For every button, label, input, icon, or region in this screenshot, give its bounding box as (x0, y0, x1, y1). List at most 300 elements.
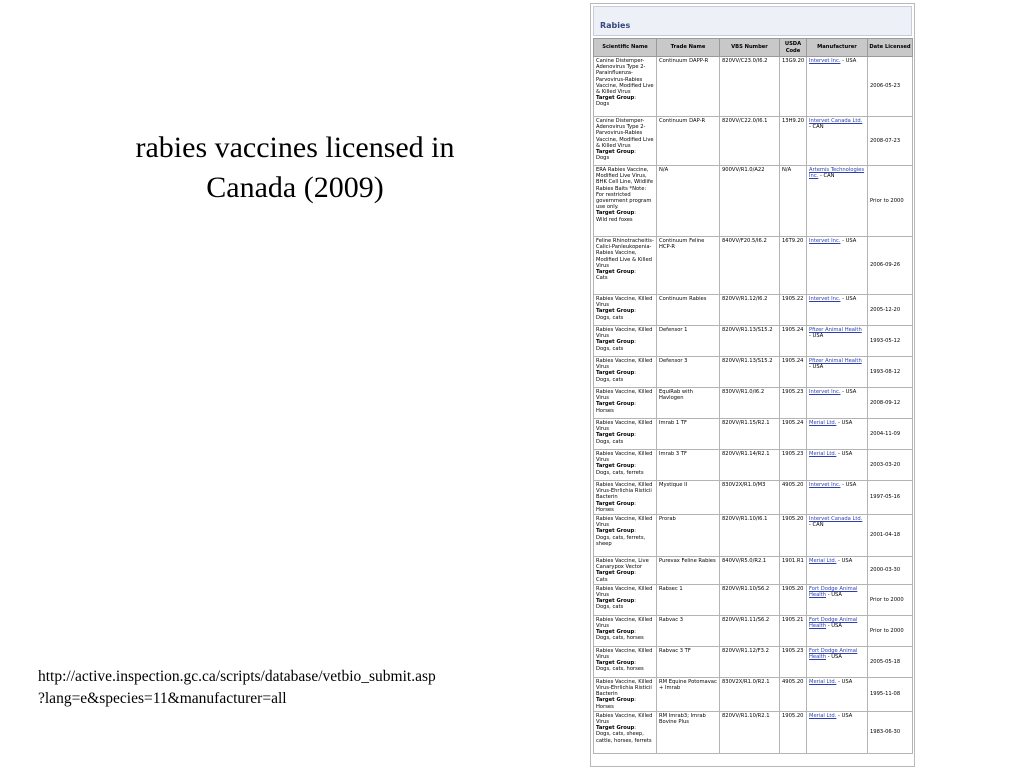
scientific-name: Feline Rhinotracheitis-Calici-Panleukopenia-Rabies Vaccine, Modified Live & Killed Virus (596, 238, 654, 269)
cell-date-licensed (868, 557, 913, 585)
cell-usda-code (780, 646, 807, 677)
vbs-number: 820VV/R1.11/S6.2 (722, 616, 770, 623)
cell-date-licensed (868, 646, 913, 677)
manufacturer-country: USA (831, 623, 842, 630)
cell-usda-code (780, 419, 807, 450)
usda-code: 1905.20 (782, 712, 804, 719)
cell-manufacturer: Intervet Inc. - USA (807, 295, 868, 326)
cell-vbs-number (720, 419, 780, 450)
manufacturer-link[interactable]: Intervet Canada Ltd. (809, 516, 863, 523)
source-url-line1: http://active.inspection.gc.ca/scripts/database/vetbio_submit.asp (38, 668, 436, 685)
target-group-label: Target Group (596, 401, 635, 408)
vbs-number: 820VV/R1.10/S6.2 (722, 585, 770, 592)
cell-manufacturer: Pfizer Animal Health - USA (807, 357, 868, 388)
slide-title (40, 128, 550, 208)
target-group-label: Target Group (596, 308, 635, 315)
manufacturer-country: USA (845, 482, 857, 488)
vbs-number: 820VV/R1.14/R2.1 (722, 451, 770, 457)
cell-scientific-name: Rabies Vaccine, Killed Virus-Ehrlichia Risticii Bacterin Target Group: Horses (594, 481, 657, 515)
vbs-number: 820VV/R1.13/S15.2 (722, 358, 773, 364)
table-row (594, 557, 913, 585)
table-row (594, 711, 913, 753)
table-header-row (594, 39, 913, 57)
usda-code: 1905.23 (782, 647, 804, 654)
cell-trade-name (657, 557, 720, 585)
target-group-label: Target Group (596, 339, 635, 346)
cell-manufacturer: Intervet Canada Ltd. - CAN (807, 515, 868, 557)
cell-trade-name (657, 711, 720, 753)
cell-date-licensed (868, 326, 913, 357)
col-header-usda-code: USDA Code (780, 39, 807, 57)
manufacturer-link[interactable]: Merial Ltd. (809, 420, 837, 426)
target-group-label: Target Group (596, 725, 635, 732)
trade-name: Purevax Feline Rabies (659, 558, 716, 565)
manufacturer-link[interactable]: Pfizer Animal Health (809, 327, 862, 333)
table-row (594, 515, 913, 557)
cell-usda-code (780, 166, 807, 237)
cell-trade-name (657, 295, 720, 326)
date-licensed: Prior to 2000 (870, 627, 904, 634)
vbs-number: 820VV/R1.10/I6.1 (722, 516, 768, 523)
target-group-value: Cats (596, 275, 608, 282)
table-row (594, 357, 913, 388)
scientific-name: ERA Rabies Vaccine, Modified Live Virus, BHK Cell Line, Wildlife Rabies Baits *Note: For restricted government program use only. (596, 167, 654, 211)
cell-vbs-number (720, 388, 780, 419)
cell-manufacturer: Fort Dodge Animal Health - USA (807, 584, 868, 615)
cell-vbs-number (720, 677, 780, 711)
table-row (594, 584, 913, 615)
manufacturer-link[interactable]: Fort Dodge Animal Health (809, 616, 858, 630)
date-licensed: 2006-09-26 (870, 262, 901, 269)
manufacturer-country: USA (841, 712, 853, 719)
cell-usda-code (780, 295, 807, 326)
manufacturer-link[interactable]: Merial Ltd. (809, 712, 837, 719)
cell-manufacturer: Intervet Inc. - USA (807, 388, 868, 419)
cell-trade-name (657, 117, 720, 166)
manufacturer-link[interactable]: Pfizer Animal Health (809, 358, 862, 364)
target-group-label: Target Group (596, 95, 635, 102)
cell-date-licensed (868, 481, 913, 515)
cell-usda-code (780, 677, 807, 711)
manufacturer-country: USA (841, 678, 853, 685)
vbs-number: 820VV/C22.0/I6.1 (722, 118, 768, 124)
date-licensed: 1993-08-12 (870, 368, 901, 375)
vaccine-table-panel (590, 3, 915, 767)
scientific-name: Rabies Vaccine, Killed Virus (596, 616, 653, 630)
manufacturer-country: USA (841, 451, 853, 457)
cell-vbs-number (720, 357, 780, 388)
scientific-name: Canine Distemper-Adenovirus Type 2-Parvovirus-Rabies Vaccine, Modified Live & Killed Virus (596, 118, 654, 149)
manufacturer-country: USA (845, 296, 857, 302)
date-licensed: 1993-05-12 (870, 337, 901, 344)
scientific-name: Rabies Vaccine, Killed Virus-Ehrlichia Risticii Bacterin (596, 482, 653, 501)
cell-scientific-name: Rabies Vaccine, Killed Virus Target Group: Dogs, cats (594, 295, 657, 326)
cell-scientific-name: Rabies Vaccine, Killed Virus Target Group: Dogs, cats, ferrets (594, 450, 657, 481)
scientific-name: Rabies Vaccine, Killed Virus (596, 389, 653, 402)
cell-scientific-name: Rabies Vaccine, Killed Virus-Ehrlichia Risticii Bacterin Target Group: Horses (594, 677, 657, 711)
vbs-number: 830V2X/R1.0/M3 (722, 482, 766, 488)
date-licensed: Prior to 2000 (870, 596, 904, 603)
cell-date-licensed (868, 295, 913, 326)
cell-scientific-name: Feline Rhinotracheitis-Calici-Panleukopenia-Rabies Vaccine, Modified Live & Killed Virus Target Group: Cats (594, 237, 657, 295)
target-group-value: Dogs (596, 155, 610, 162)
table-row (594, 117, 913, 166)
cell-usda-code (780, 615, 807, 646)
cell-vbs-number (720, 166, 780, 237)
vbs-number: 820VV/R1.10/R2.1 (722, 712, 770, 719)
target-group-label: Target Group (596, 598, 635, 605)
target-group-value: Dogs, cats, ferrets (596, 469, 644, 476)
target-group-label: Target Group (596, 210, 635, 217)
usda-code: 1905.24 (782, 327, 804, 333)
cell-date-licensed (868, 419, 913, 450)
manufacturer-country: USA (845, 58, 857, 64)
target-group-label: Target Group (596, 432, 635, 439)
source-url-line2: ?lang=e&species=11&manufacturer=all (38, 690, 287, 707)
cell-scientific-name: Rabies Vaccine, Killed Virus Target Group: Dogs, cats, horses (594, 615, 657, 646)
manufacturer-country: USA (841, 420, 853, 426)
date-licensed: Prior to 2000 (870, 197, 904, 204)
cell-vbs-number (720, 646, 780, 677)
cell-scientific-name: Canine Distemper-Adenovirus Type 2-Parainfluenza-Parvovirus-Rabies Vaccine, Modified Live & Killed Virus Target Group: Dogs (594, 57, 657, 117)
cell-usda-code (780, 357, 807, 388)
cell-date-licensed (868, 515, 913, 557)
cell-usda-code (780, 557, 807, 585)
scientific-name: Rabies Vaccine, Killed Virus (596, 585, 653, 599)
trade-name: EquiRab with Havlogen (659, 389, 693, 402)
cell-trade-name (657, 515, 720, 557)
cell-vbs-number (720, 117, 780, 166)
table-row (594, 615, 913, 646)
cell-trade-name (657, 357, 720, 388)
usda-code: 1905.23 (782, 451, 804, 457)
col-header-trade-name: Trade Name (657, 39, 720, 57)
date-licensed: 2004-11-09 (870, 430, 901, 437)
cell-date-licensed (868, 117, 913, 166)
cell-usda-code (780, 481, 807, 515)
manufacturer-link[interactable]: Intervet Inc. (809, 482, 841, 488)
col-header-manufacturer: Manufacturer (807, 39, 868, 57)
target-group-label: Target Group (596, 629, 635, 636)
scientific-name: Rabies Vaccine, Killed Virus (596, 420, 653, 433)
usda-code: 4905.20 (782, 482, 804, 488)
col-header-scientific-name: Scientific Name (594, 39, 657, 57)
usda-code: 1905.20 (782, 585, 804, 592)
vbs-number: 840VV/R5.0/R2.1 (722, 558, 767, 565)
cell-vbs-number (720, 237, 780, 295)
cell-manufacturer: Intervet Inc. - USA (807, 237, 868, 295)
scientific-name: Rabies Vaccine, Killed Virus (596, 358, 653, 371)
scientific-name: Rabies Vaccine, Killed Virus (596, 327, 653, 340)
cell-date-licensed (868, 237, 913, 295)
manufacturer-country: USA (812, 333, 824, 340)
manufacturer-link[interactable]: Intervet Inc. (809, 238, 841, 244)
vbs-number: 830VV/R1.0/I6.2 (722, 389, 765, 395)
cell-usda-code (780, 450, 807, 481)
manufacturer-country: USA (841, 558, 853, 565)
target-group-value: Horses (596, 407, 614, 414)
cell-manufacturer: Merial Ltd. - USA (807, 557, 868, 585)
date-licensed: 2003-03-20 (870, 461, 901, 468)
cell-trade-name (657, 326, 720, 357)
cell-date-licensed (868, 711, 913, 753)
target-group-value: Dogs, cats, ferrets, sheep (596, 534, 646, 547)
manufacturer-link[interactable]: Intervet Canada Ltd. (809, 118, 863, 124)
cell-date-licensed (868, 584, 913, 615)
slide-title-line2: Canada (2009) (206, 171, 384, 204)
usda-code: 1905.24 (782, 420, 804, 426)
cell-trade-name (657, 615, 720, 646)
cell-trade-name (657, 419, 720, 450)
cell-scientific-name: Rabies Vaccine, Killed Virus Target Group: Dogs, cats, ferrets, sheep (594, 515, 657, 557)
cell-usda-code (780, 388, 807, 419)
target-group-value: Wild red foxes (596, 216, 633, 223)
date-licensed: 1997-05-16 (870, 494, 901, 501)
trade-name: Continuum DAPP-R (659, 58, 709, 64)
cell-vbs-number (720, 711, 780, 753)
trade-name: RM Imrab3; Imrab Bovine Plus (659, 712, 706, 726)
usda-code: 1905.22 (782, 296, 804, 302)
date-licensed: 1983-06-30 (870, 729, 901, 736)
trade-name: Mystique II (659, 482, 688, 488)
target-group-label: Target Group (596, 500, 635, 507)
cell-vbs-number (720, 615, 780, 646)
trade-name: Continuum Feline HCP-R (659, 238, 705, 251)
cell-manufacturer: Intervet Canada Ltd. - CAN (807, 117, 868, 166)
scientific-name: Rabies Vaccine, Killed Virus (596, 451, 653, 464)
cell-trade-name (657, 584, 720, 615)
scientific-name: Rabies Vaccine, Killed Virus (596, 647, 653, 661)
target-group-value: Cats (596, 576, 608, 583)
vbs-number: 820VV/R1.15/R2.1 (722, 420, 770, 426)
cell-vbs-number (720, 584, 780, 615)
table-body (594, 57, 913, 754)
usda-code: 1905.21 (782, 616, 804, 623)
manufacturer-link[interactable]: Fort Dodge Animal Health (809, 585, 858, 599)
manufacturer-country: CAN (812, 124, 824, 131)
cell-date-licensed (868, 677, 913, 711)
table-row (594, 481, 913, 515)
target-group-label: Target Group (596, 528, 635, 535)
date-licensed: 2001-04-18 (870, 532, 901, 539)
cell-trade-name (657, 450, 720, 481)
manufacturer-country: USA (831, 654, 842, 661)
cell-scientific-name: Rabies Vaccine, Killed Virus Target Group: Dogs, cats (594, 419, 657, 450)
source-url (38, 666, 578, 710)
date-licensed: 2006-05-23 (870, 83, 901, 90)
manufacturer-country: USA (845, 389, 857, 395)
cell-date-licensed (868, 166, 913, 237)
target-group-value: Horses (596, 506, 614, 513)
cell-trade-name (657, 646, 720, 677)
table-row (594, 419, 913, 450)
manufacturer-country: CAN (812, 522, 824, 529)
trade-name: Prorab (659, 516, 676, 523)
table-row (594, 295, 913, 326)
cell-scientific-name: Rabies Vaccine, Killed Virus Target Group: Dogs, cats (594, 584, 657, 615)
manufacturer-link[interactable]: Fort Dodge Animal Health (809, 647, 858, 661)
trade-name: Defensor 1 (659, 327, 688, 333)
manufacturer-link[interactable]: Merial Ltd. (809, 451, 837, 457)
vbs-number: 900VV/R1.0/A22 (722, 167, 765, 173)
cell-usda-code (780, 584, 807, 615)
target-group-value: Dogs, cats, horses (596, 666, 644, 673)
col-header-vbs-number: VBS Number (720, 39, 780, 57)
target-group-value: Dogs, cats (596, 314, 624, 321)
manufacturer-country: CAN (823, 173, 835, 180)
cell-trade-name (657, 481, 720, 515)
trade-name: Continuum Rabies (659, 296, 707, 302)
manufacturer-country: USA (812, 364, 824, 371)
usda-code: 16T9.20 (782, 238, 804, 244)
cell-manufacturer: Merial Ltd. - USA (807, 711, 868, 753)
cell-manufacturer: Fort Dodge Animal Health - USA (807, 646, 868, 677)
date-licensed: 2005-12-20 (870, 306, 901, 313)
cell-manufacturer: Merial Ltd. - USA (807, 450, 868, 481)
table-row (594, 326, 913, 357)
target-group-value: Dogs, cats (596, 345, 624, 352)
col-header-date-licensed: Date Licensed (868, 39, 913, 57)
cell-manufacturer: Pfizer Animal Health - USA (807, 326, 868, 357)
trade-name: Rabsec 1 (659, 585, 683, 592)
cell-trade-name (657, 677, 720, 711)
cell-trade-name (657, 237, 720, 295)
cell-date-licensed (868, 450, 913, 481)
manufacturer-country: USA (845, 238, 857, 244)
cell-usda-code (780, 237, 807, 295)
target-group-value: Dogs, cats (596, 604, 624, 611)
usda-code: 4905.20 (782, 678, 804, 685)
slide-title-line1: rabies vaccines licensed in (135, 131, 455, 164)
usda-code: 1905.24 (782, 358, 804, 364)
cell-vbs-number (720, 557, 780, 585)
trade-name: Imrab 3 TF (659, 451, 687, 457)
vbs-number: 820VV/R1.13/S15.2 (722, 327, 773, 333)
cell-vbs-number (720, 57, 780, 117)
trade-name: N/A (659, 167, 669, 173)
cell-date-licensed (868, 357, 913, 388)
cell-scientific-name: Rabies Vaccine, Killed Virus Target Group: Dogs, cats (594, 326, 657, 357)
trade-name: Rabvac 3 (659, 616, 684, 623)
date-licensed: 2005-05-18 (870, 658, 901, 665)
cell-manufacturer: Merial Ltd. - USA (807, 419, 868, 450)
target-group-value: Dogs, cats (596, 438, 624, 445)
table-row (594, 450, 913, 481)
cell-usda-code (780, 515, 807, 557)
cell-vbs-number (720, 326, 780, 357)
usda-code: 1901.R1 (782, 558, 804, 565)
manufacturer-link[interactable]: Intervet Inc. (809, 58, 841, 64)
manufacturer-country: USA (831, 592, 842, 599)
cell-date-licensed (868, 615, 913, 646)
cell-vbs-number (720, 450, 780, 481)
target-group-label: Target Group (596, 697, 635, 704)
trade-name: Imrab 1 TF (659, 420, 687, 426)
trade-name: Continuum DAP-R (659, 118, 706, 124)
cell-scientific-name: Rabies Vaccine, Live Canarypox Vector Target Group: Cats (594, 557, 657, 585)
manufacturer-link[interactable]: Intervet Inc. (809, 389, 841, 395)
cell-usda-code (780, 57, 807, 117)
target-group-label: Target Group (596, 269, 635, 276)
table-row (594, 646, 913, 677)
target-group-value: Dogs, cats (596, 376, 624, 383)
scientific-name: Rabies Vaccine, Killed Virus-Ehrlichia Risticii Bacterin (596, 678, 653, 698)
target-group-label: Target Group (596, 370, 635, 377)
scientific-name: Rabies Vaccine, Killed Virus (596, 712, 653, 726)
target-group-label: Target Group (596, 660, 635, 667)
vaccine-table (593, 38, 913, 754)
cell-trade-name (657, 388, 720, 419)
target-group-label: Target Group (596, 149, 635, 156)
vbs-number: 820VV/R1.12/I6.2 (722, 296, 768, 302)
target-group-value: Dogs, cats, horses (596, 635, 644, 642)
scientific-name: Rabies Vaccine, Live Canarypox Vector (596, 558, 649, 571)
cell-vbs-number (720, 295, 780, 326)
cell-scientific-name: Rabies Vaccine, Killed Virus Target Group: Horses (594, 388, 657, 419)
trade-name: Defensor 3 (659, 358, 688, 364)
vbs-number: 820VV/C23.0/I6.2 (722, 58, 768, 64)
cell-manufacturer: Artemis Technologies Inc. - CAN (807, 166, 868, 237)
date-licensed: 1995-11-08 (870, 691, 901, 698)
cell-scientific-name: ERA Rabies Vaccine, Modified Live Virus, BHK Cell Line, Wildlife Rabies Baits *Note: For restricted government program use only. Target Group: Wild red foxes (594, 166, 657, 237)
date-licensed: 2000-03-30 (870, 567, 901, 574)
trade-name: Rabvac 3 TF (659, 647, 691, 654)
usda-code: 1905.20 (782, 516, 804, 523)
table-row (594, 57, 913, 117)
vbs-number: 820VV/R1.12/F3.2 (722, 647, 769, 654)
table-row (594, 388, 913, 419)
scientific-name: Canine Distemper-Adenovirus Type 2-Parainfluenza-Parvovirus-Rabies Vaccine, Modified Live & Killed Virus (596, 58, 654, 96)
cell-date-licensed (868, 57, 913, 117)
date-licensed: 2008-07-23 (870, 137, 901, 144)
cell-date-licensed (868, 388, 913, 419)
table-title: Rabies (600, 21, 631, 30)
cell-manufacturer: Fort Dodge Animal Health - USA (807, 615, 868, 646)
target-group-value: Horses (596, 703, 614, 710)
usda-code: 13H9.20 (782, 118, 805, 124)
usda-code: N/A (782, 167, 792, 173)
table-header-bar (593, 6, 912, 36)
usda-code: 1905.23 (782, 389, 804, 395)
target-group-value: Dogs (596, 101, 610, 108)
cell-vbs-number (720, 481, 780, 515)
manufacturer-link[interactable]: Intervet Inc. (809, 296, 841, 302)
cell-scientific-name: Canine Distemper-Adenovirus Type 2-Parvovirus-Rabies Vaccine, Modified Live & Killed Virus Target Group: Dogs (594, 117, 657, 166)
trade-name: RM Equine Potomavac + Imrab (659, 678, 717, 692)
target-group-label: Target Group (596, 463, 635, 470)
date-licensed: 2008-09-12 (870, 399, 901, 406)
manufacturer-link[interactable]: Merial Ltd. (809, 558, 837, 565)
table-row (594, 677, 913, 711)
target-group-value: Dogs, cats, sheep, cattle, horses, ferrets (596, 731, 652, 744)
scientific-name: Rabies Vaccine, Killed Virus (596, 516, 653, 529)
manufacturer-link[interactable]: Merial Ltd. (809, 678, 837, 685)
usda-code: 13G9.20 (782, 58, 805, 64)
manufacturer-link[interactable]: Artemis Technologies Inc. (809, 167, 865, 180)
cell-manufacturer: Intervet Inc. - USA (807, 481, 868, 515)
cell-scientific-name: Rabies Vaccine, Killed Virus Target Group: Dogs, cats, sheep, cattle, horses, ferrets (594, 711, 657, 753)
cell-manufacturer: Merial Ltd. - USA (807, 677, 868, 711)
cell-scientific-name: Rabies Vaccine, Killed Virus Target Group: Dogs, cats (594, 357, 657, 388)
scientific-name: Rabies Vaccine, Killed Virus (596, 296, 653, 309)
table-row (594, 166, 913, 237)
cell-vbs-number (720, 515, 780, 557)
cell-usda-code (780, 326, 807, 357)
cell-scientific-name: Rabies Vaccine, Killed Virus Target Group: Dogs, cats, horses (594, 646, 657, 677)
vbs-number: 830V2X/R1.0/R2.1 (722, 678, 770, 685)
cell-usda-code (780, 711, 807, 753)
table-row (594, 237, 913, 295)
